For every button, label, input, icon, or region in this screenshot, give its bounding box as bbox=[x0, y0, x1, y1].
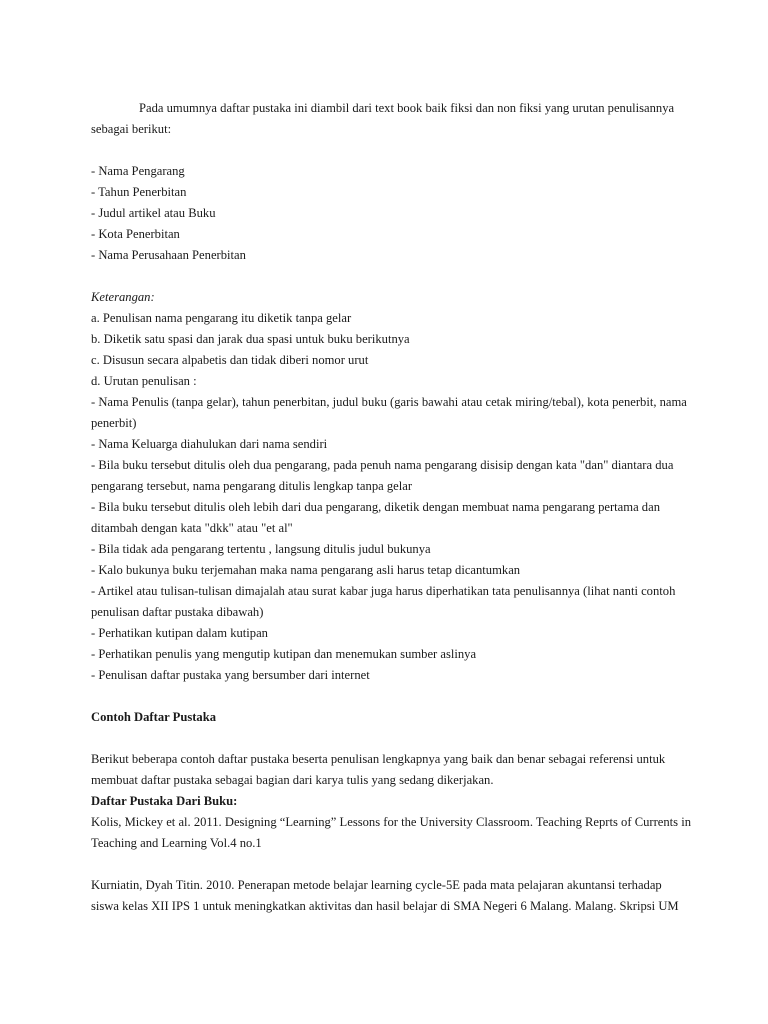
notes-list bbox=[91, 308, 691, 392]
document-page bbox=[91, 98, 691, 917]
list-item: a. Penulisan nama pengarang itu diketik tanpa gelar bbox=[91, 311, 352, 325]
list-item: - Kota Penerbitan bbox=[91, 227, 180, 241]
list-item: - Nama Keluarga diahulukan dari nama sendiri bbox=[91, 437, 328, 451]
order-list bbox=[91, 161, 691, 266]
list-item: - Penulisan daftar pustaka yang bersumber dari internet bbox=[91, 668, 370, 682]
list-item: - Bila tidak ada pengarang tertentu , langsung ditulis judul bukunya bbox=[91, 542, 431, 556]
list-item: d. Urutan penulisan : bbox=[91, 374, 197, 388]
list-item: - Bila buku tersebut ditulis oleh dua pengarang, pada penuh nama pengarang disisip dengan kata "dan" diantara dua pengarang tersebut, nama pengarang ditulis lengkap tanpa gelar bbox=[91, 458, 674, 493]
example-intro-paragraph: Berikut beberapa contoh daftar pustaka beserta penulisan lengkapnya yang baik dan benar sebagai referensi untuk membuat daftar pustaka sebagai bagian dari karya tulis yang sedang dikerjakan. bbox=[91, 752, 666, 787]
notes-heading: Keterangan: bbox=[91, 290, 155, 304]
spacer bbox=[91, 728, 691, 749]
spacer bbox=[91, 686, 691, 707]
spacer bbox=[91, 140, 691, 161]
reference-entry: Kolis, Mickey et al. 2011. Designing “Learning” Lessons for the University Classroom. Teaching Reprts of Currents in Teaching and Learning Vol.4 no.1 bbox=[91, 815, 692, 850]
list-item: - Tahun Penerbitan bbox=[91, 185, 187, 199]
list-item: c. Disusun secara alpabetis dan tidak diberi nomor urut bbox=[91, 353, 369, 367]
list-item: - Nama Penulis (tanpa gelar), tahun penerbitan, judul buku (garis bawahi atau cetak miring/tebal), kota penerbit, nama penerbit) bbox=[91, 395, 687, 430]
rules-list bbox=[91, 392, 691, 686]
intro-paragraph: Pada umumnya daftar pustaka ini diambil dari text book baik fiksi dan non fiksi yang urutan penulisannya sebagai berikut: bbox=[91, 101, 675, 136]
list-item: b. Diketik satu spasi dan jarak dua spasi untuk buku berikutnya bbox=[91, 332, 410, 346]
list-item: - Perhatikan penulis yang mengutip kutipan dan menemukan sumber aslinya bbox=[91, 647, 477, 661]
list-item: - Bila buku tersebut ditulis oleh lebih dari dua pengarang, diketik dengan membuat nama pengarang pertama dan ditambah dengan kata "dkk" atau "et al" bbox=[91, 500, 660, 535]
spacer bbox=[91, 266, 691, 287]
spacer bbox=[91, 854, 691, 875]
reference-entry: Kurniatin, Dyah Titin. 2010. Penerapan metode belajar learning cycle-5E pada mata pelajaran akuntansi terhadap siswa kelas XII IPS 1 untuk meningkatkan aktivitas dan hasil belajar di SMA Negeri 6 Malang. Malang. Skripsi UM bbox=[91, 878, 679, 913]
example-heading: Contoh Daftar Pustaka bbox=[91, 710, 217, 724]
list-item: - Nama Perusahaan Penerbitan bbox=[91, 248, 246, 262]
list-item: - Judul artikel atau Buku bbox=[91, 206, 216, 220]
list-item: - Artikel atau tulisan-tulisan dimajalah atau surat kabar juga harus diperhatikan tata penulisannya (lihat nanti contoh penulisan daftar pustaka dibawah) bbox=[91, 584, 676, 619]
list-item: - Perhatikan kutipan dalam kutipan bbox=[91, 626, 268, 640]
list-item: - Nama Pengarang bbox=[91, 164, 185, 178]
list-item: - Kalo bukunya buku terjemahan maka nama pengarang asli harus tetap dicantumkan bbox=[91, 563, 521, 577]
book-heading: Daftar Pustaka Dari Buku: bbox=[91, 794, 238, 808]
